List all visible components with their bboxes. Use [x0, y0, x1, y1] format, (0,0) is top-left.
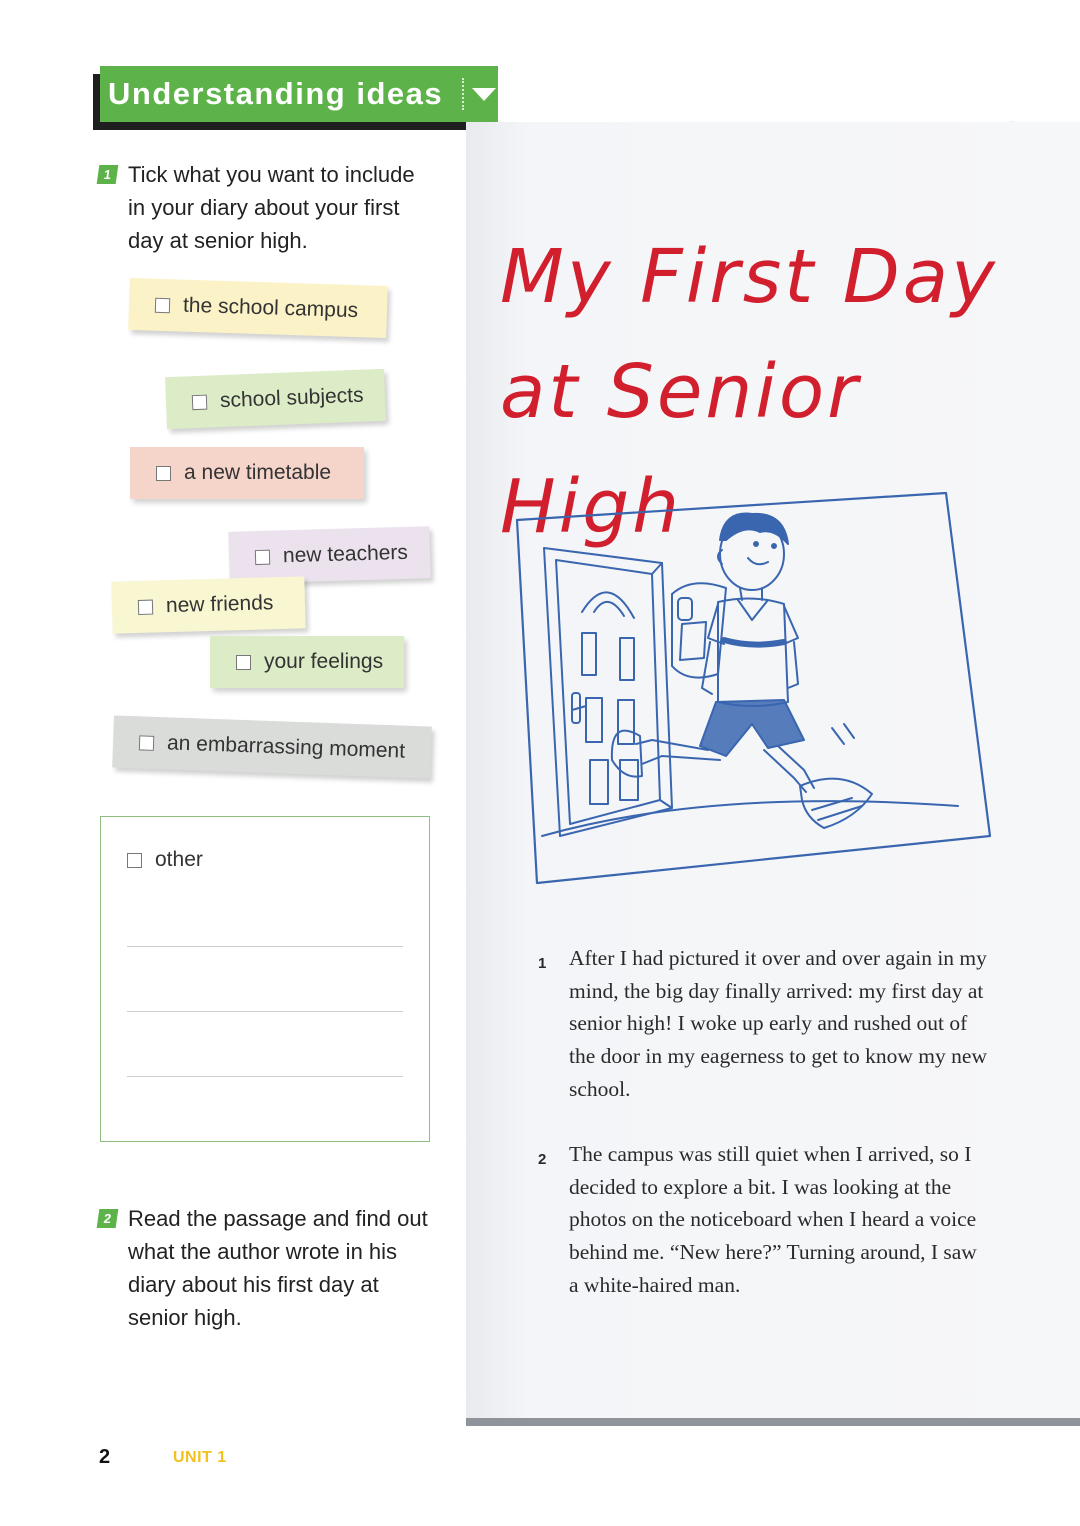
story-paragraph-2 — [538, 1144, 978, 1314]
option-school-subjects[interactable] — [165, 369, 386, 429]
option-label: new teachers — [282, 540, 409, 568]
section-title: Understanding ideas — [108, 76, 444, 111]
paragraph-text: After I had pictured it over and over again in my mind, the big day finally arrived: my first day at senior high! I woke up early and rushed out of the door in my eagerness to get to know my new school. — [569, 946, 987, 1101]
write-line[interactable] — [127, 946, 403, 947]
paragraph-number: 1 — [538, 955, 547, 972]
unit-label: UNIT 1 — [173, 1449, 227, 1466]
paragraph-number: 2 — [538, 1151, 547, 1168]
story-title-line-1: My First Day — [500, 234, 998, 320]
boy-running-out-door-illustration — [512, 488, 996, 888]
option-label: your feelings — [264, 650, 384, 673]
checkbox[interactable] — [155, 297, 170, 312]
option-new-timetable[interactable] — [130, 447, 364, 499]
checkbox[interactable] — [156, 466, 171, 481]
checkbox[interactable] — [236, 655, 251, 670]
story-paragraph-1 — [538, 946, 987, 1118]
story-title-line-2: at Senior High — [500, 349, 861, 550]
task-2-instruction: Read the passage and find out what the author wrote in his diary about his first day at senior high. — [128, 1206, 428, 1330]
chevron-down-icon[interactable] — [472, 88, 496, 101]
write-line[interactable] — [127, 1076, 403, 1077]
task-1-instruction: Tick what you want to include in your diary about your first day at senior high. — [128, 162, 415, 253]
checkbox[interactable] — [138, 599, 153, 614]
option-label: an embarrassing moment — [166, 731, 406, 763]
write-line[interactable] — [127, 1011, 403, 1012]
task-number-badge: 2 — [97, 1209, 119, 1228]
option-label: the school campus — [182, 293, 359, 323]
option-label: new friends — [165, 591, 274, 618]
option-label: a new timetable — [184, 461, 332, 484]
option-your-feelings[interactable] — [210, 636, 404, 688]
header-bar — [100, 66, 498, 122]
checkbox[interactable] — [127, 853, 142, 868]
paragraph-text: The campus was still quiet when I arrived, so I decided to explore a bit. I was looking at the photos on the noticeboard when I heard a voice behind me. “New here?” Turning around, I saw a white-haired man. — [569, 1142, 977, 1297]
checkbox[interactable] — [192, 394, 208, 410]
task-number-badge: 1 — [97, 165, 119, 184]
checkbox[interactable] — [255, 549, 270, 564]
option-embarrassing-moment[interactable] — [112, 715, 432, 778]
option-label: other — [155, 848, 203, 871]
checkbox[interactable] — [139, 735, 155, 751]
option-school-campus[interactable] — [128, 278, 388, 338]
section-header — [93, 66, 498, 128]
option-label: school subjects — [219, 383, 364, 413]
header-separator — [462, 78, 464, 110]
option-other[interactable] — [127, 848, 203, 872]
other-write-in-box[interactable] — [100, 816, 430, 1142]
option-new-teachers[interactable] — [228, 526, 430, 584]
page-number: 2 — [99, 1446, 111, 1468]
option-new-friends[interactable] — [111, 576, 305, 633]
